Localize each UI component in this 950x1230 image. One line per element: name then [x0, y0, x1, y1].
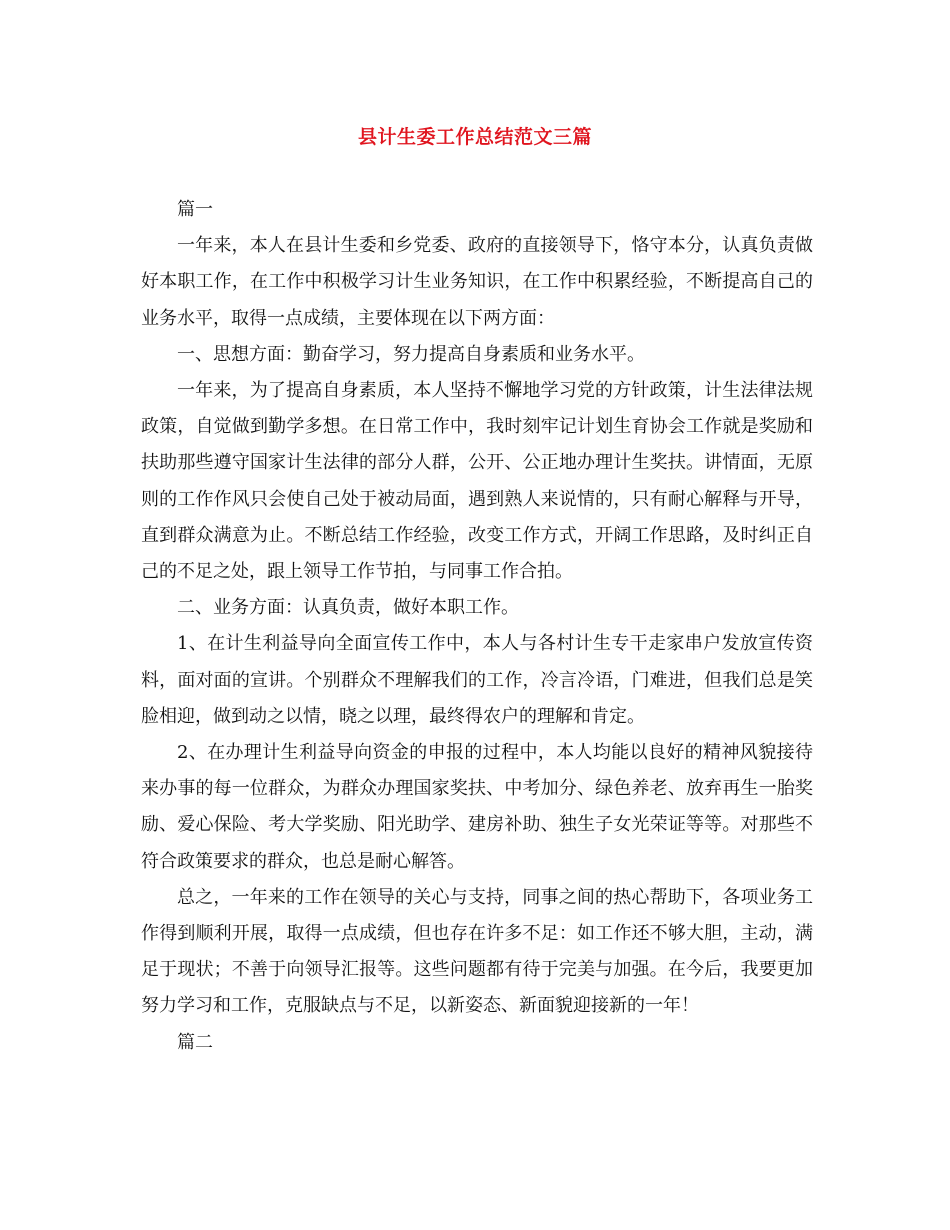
- subheading-business: 二、业务方面：认真负责，做好本职工作。: [177, 597, 519, 619]
- paragraph-intro: 一年来，本人在县计生委和乡党委、政府的直接领导下，恪守本分，认真负责做好本职工作，在工作中积极学习计生业务知识，在工作中积累经验，不断提高自己的业务水平，取得一点成绩，主要体现在以下两方面：: [141, 235, 813, 329]
- paragraph-business-2: 2、在办理计生利益导向资金的申报的过程中，本人均能以良好的精神风貌接待来办事的每一位群众，为群众办理国家奖扶、中考加分、绿色养老、放弃再生一胎奖励、爱心保险、考大学奖励、阳光助学、建房补助、独生子女光荣证等等。对那些不符合政策要求的群众，也总是耐心解答。: [141, 742, 813, 872]
- section-heading-1: 篇一: [177, 199, 213, 220]
- paragraph-business-1: 1、在计生利益导向全面宣传工作中，本人与各村计生专干走家串户发放宣传资料，面对面的宣讲。个别群众不理解我们的工作，冷言冷语，门难进，但我们总是笑脸相迎，做到动之以情，晓之以理，最终得农户的理解和肯定。: [141, 633, 813, 727]
- document-title: 县计生委工作总结范文三篇: [357, 126, 592, 148]
- document-body: [141, 192, 813, 1061]
- subheading-thought: 一、思想方面：勤奋学习，努力提高自身素质和业务水平。: [177, 343, 645, 365]
- paragraph-summary: 总之，一年来的工作在领导的关心与支持，同事之间的热心帮助下，各项业务工作得到顺利开展，取得一点成绩，但也存在许多不足：如工作还不够大胆，主动，满足于现状；不善于向领导汇报等。这些问题都有待于完美与加强。在今后，我要更加努力学习和工作，克服缺点与不足，以新姿态、新面貌迎接新的一年！: [141, 886, 813, 1017]
- section-heading-2: 篇二: [177, 1031, 213, 1053]
- paragraph-thought: 一年来，为了提高自身素质，本人坚持不懈地学习党的方针政策，计生法律法规政策，自觉做到勤学多想。在日常工作中，我时刻牢记计划生育协会工作就是奖励和扶助那些遵守国家计生法律的部分人群，公开、公正地办理计生奖扶。讲情面，无原则的工作作风只会使自己处于被动局面，遇到熟人来说情的，只有耐心解释与开导，直到群众满意为止。不断总结工作经验，改变工作方式，开阔工作思路，及时纠正自己的不足之处，跟上领导工作节拍，与同事工作合拍。: [141, 380, 813, 583]
